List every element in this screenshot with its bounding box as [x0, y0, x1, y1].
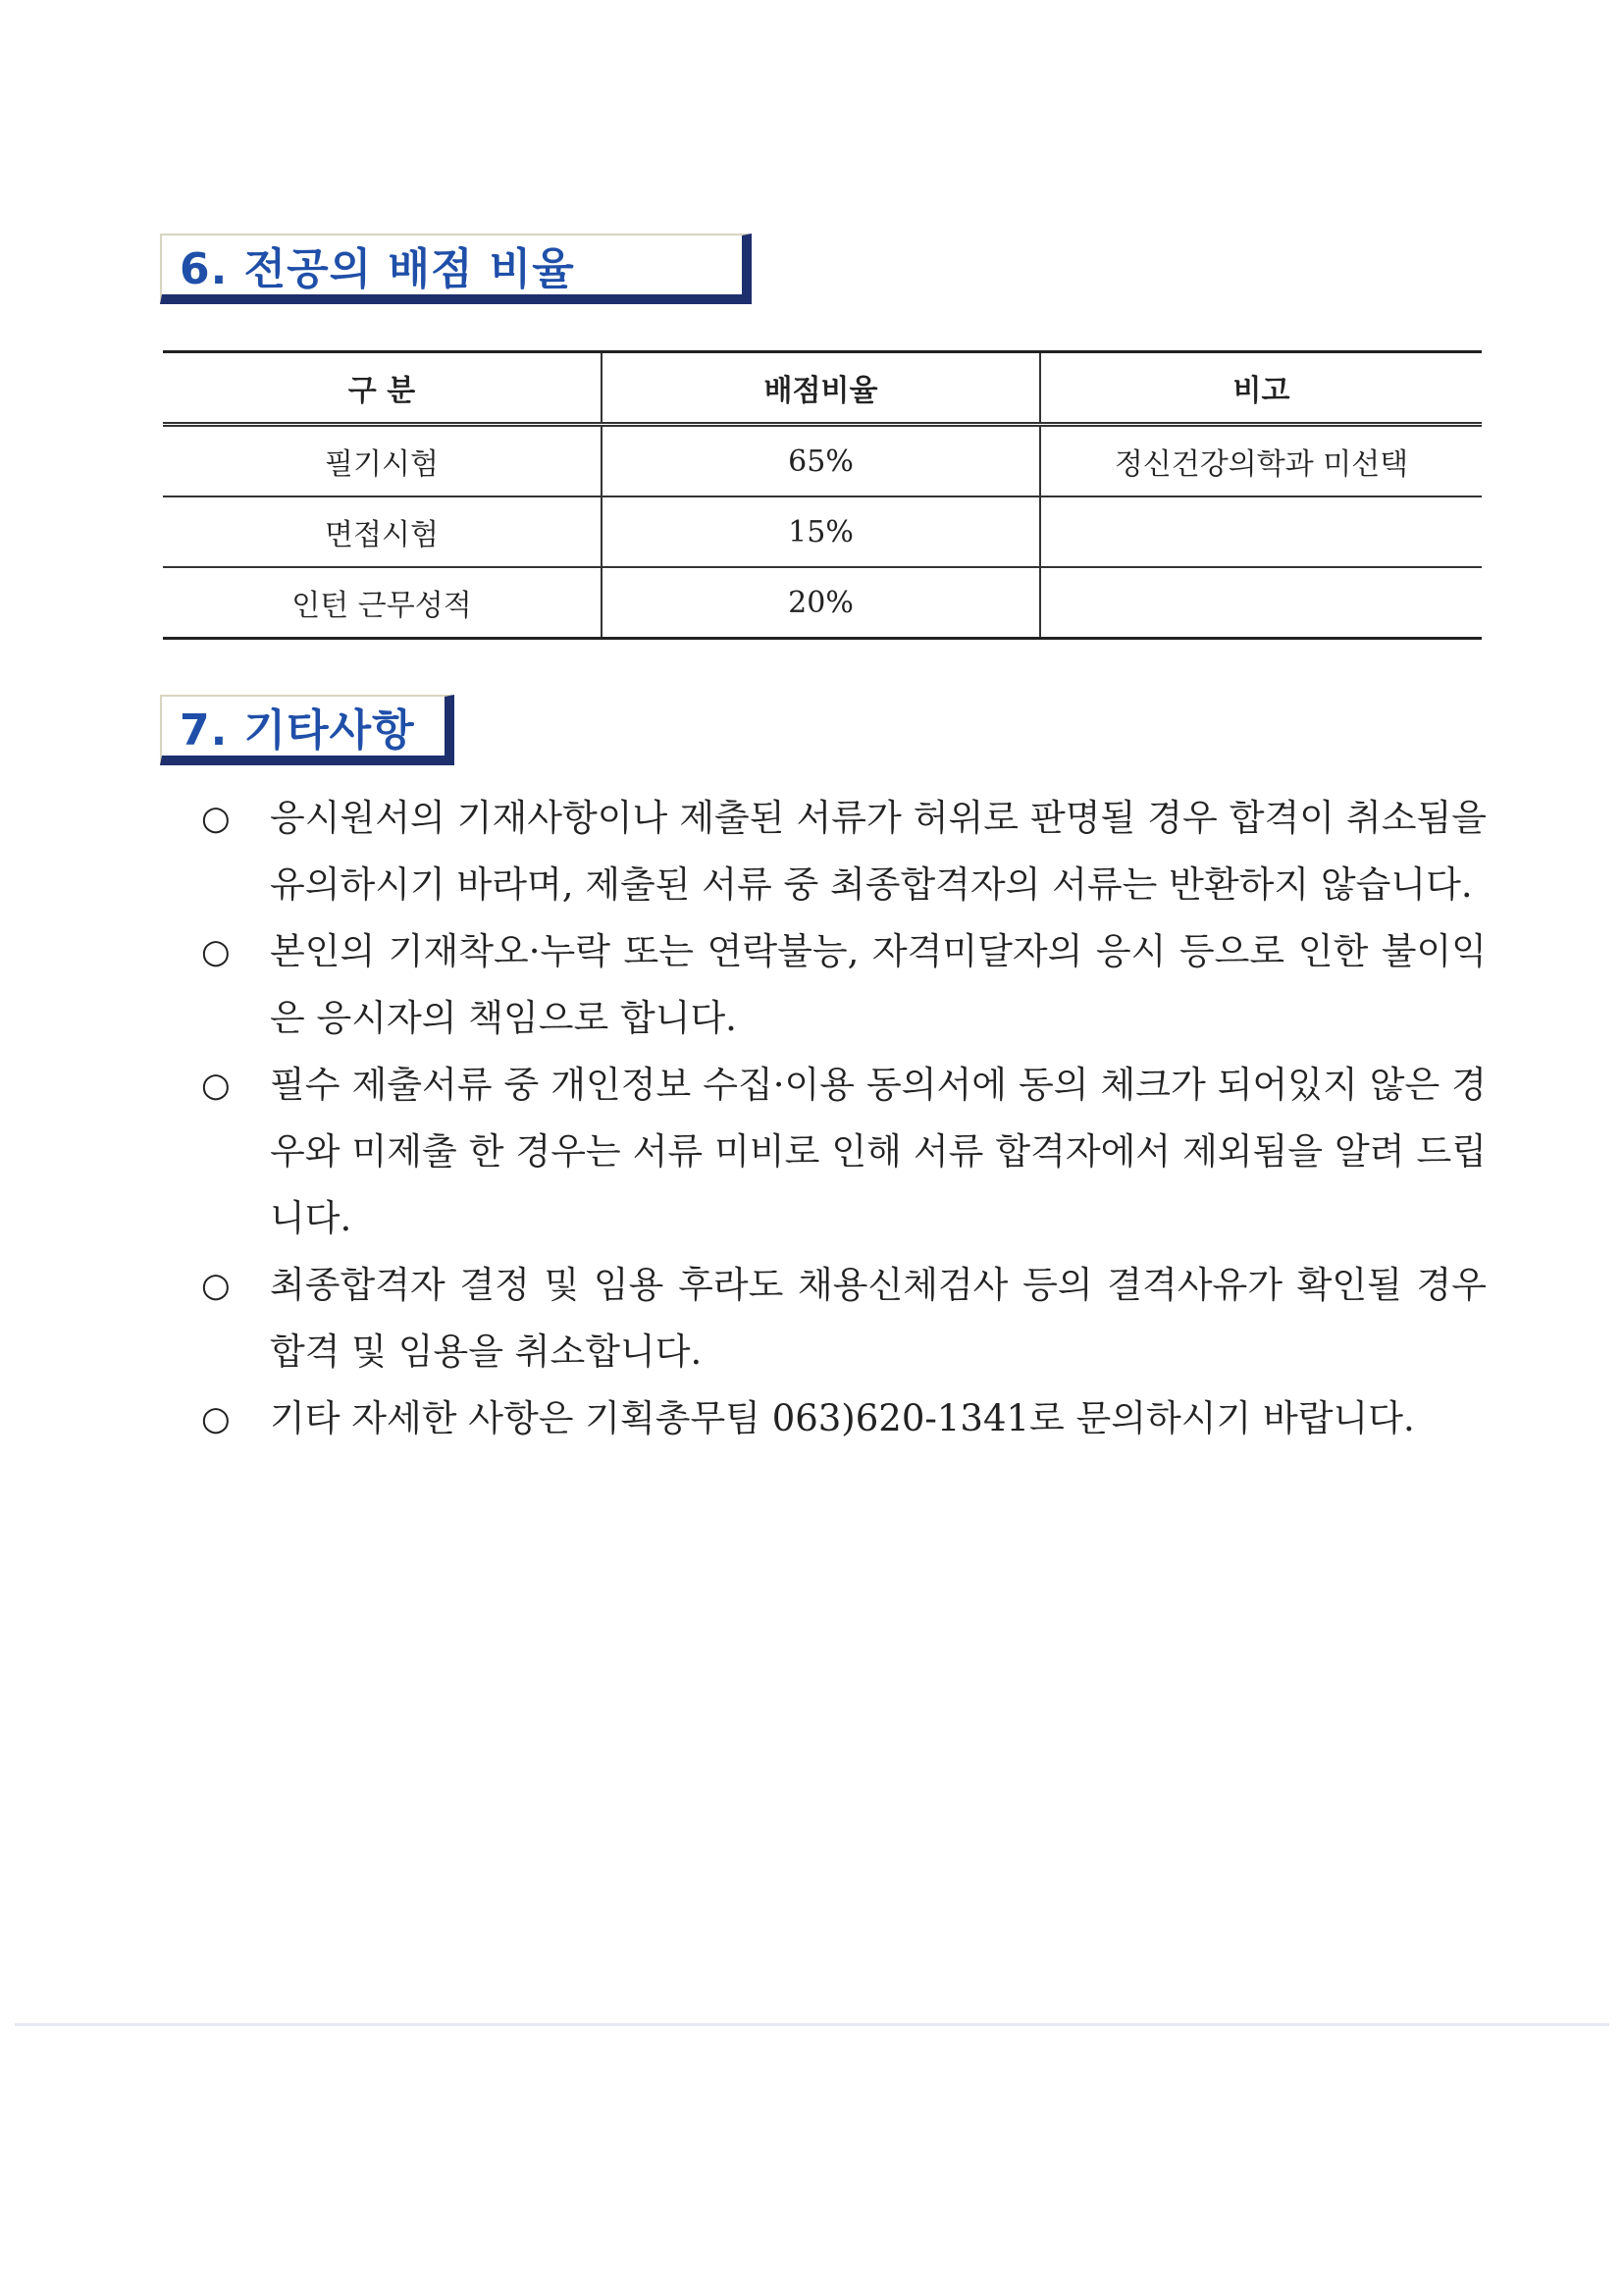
table-header-row [163, 352, 1482, 425]
table-cell: 정신건강의학과 미선택 [1040, 425, 1482, 497]
table-row [163, 425, 1482, 497]
list-item [201, 1385, 1487, 1452]
header-note: 비고 [1040, 352, 1482, 425]
table-cell [1040, 567, 1482, 639]
note-text: 본인의 기재착오·누락 또는 연락불능, 자격미달자의 응시 등으로 인한 불이익은 응시자의 책임으로 합니다. [270, 930, 1487, 1039]
list-item [201, 1252, 1487, 1385]
table-cell: 20% [602, 567, 1040, 639]
circle-bullet-icon: ○ [201, 1266, 231, 1305]
circle-bullet-icon: ○ [201, 799, 231, 838]
table-cell [1040, 496, 1482, 567]
table-cell: 면접시험 [163, 496, 602, 567]
note-text: 필수 제출서류 중 개인정보 수집·이용 동의서에 동의 체크가 되어있지 않은 경우와 미제출 한 경우는 서류 미비로 인해 서류 합격자에서 제외됨을 알려 드립니다. [270, 1064, 1487, 1239]
notes-list [201, 785, 1487, 1452]
note-text: 응시원서의 기재사항이나 제출된 서류가 허위로 판명될 경우 합격이 취소됨을 유의하시기 바라며, 제출된 서류 중 최종합격자의 서류는 반환하지 않습니다. [270, 797, 1487, 906]
circle-bullet-icon: ○ [201, 1066, 231, 1105]
table-cell: 인턴 근무성적 [163, 567, 602, 639]
circle-bullet-icon: ○ [201, 1399, 231, 1438]
section-7-heading: 7. 기타사항 [160, 695, 454, 765]
table-cell: 15% [602, 496, 1040, 567]
section-6-heading: 6. 전공의 배점 비율 [160, 234, 752, 304]
header-ratio: 배점비율 [602, 352, 1040, 425]
score-ratio-table [163, 350, 1482, 640]
note-text: 최종합격자 결정 및 임용 후라도 채용신체검사 등의 결격사유가 확인될 경우 합격 및 임용을 취소합니다. [270, 1264, 1487, 1373]
table-cell: 필기시험 [163, 425, 602, 497]
table-cell: 65% [602, 425, 1040, 497]
list-item [201, 1052, 1487, 1252]
circle-bullet-icon: ○ [201, 932, 231, 971]
note-text: 기타 자세한 사항은 기획총무팀 063)620-1341로 문의하시기 바랍니다. [270, 1397, 1415, 1439]
header-category: 구 분 [163, 352, 602, 425]
list-item [201, 785, 1487, 918]
table-row [163, 496, 1482, 567]
table-row [163, 567, 1482, 639]
scan-artifact-line [15, 2023, 1609, 2026]
list-item [201, 918, 1487, 1052]
